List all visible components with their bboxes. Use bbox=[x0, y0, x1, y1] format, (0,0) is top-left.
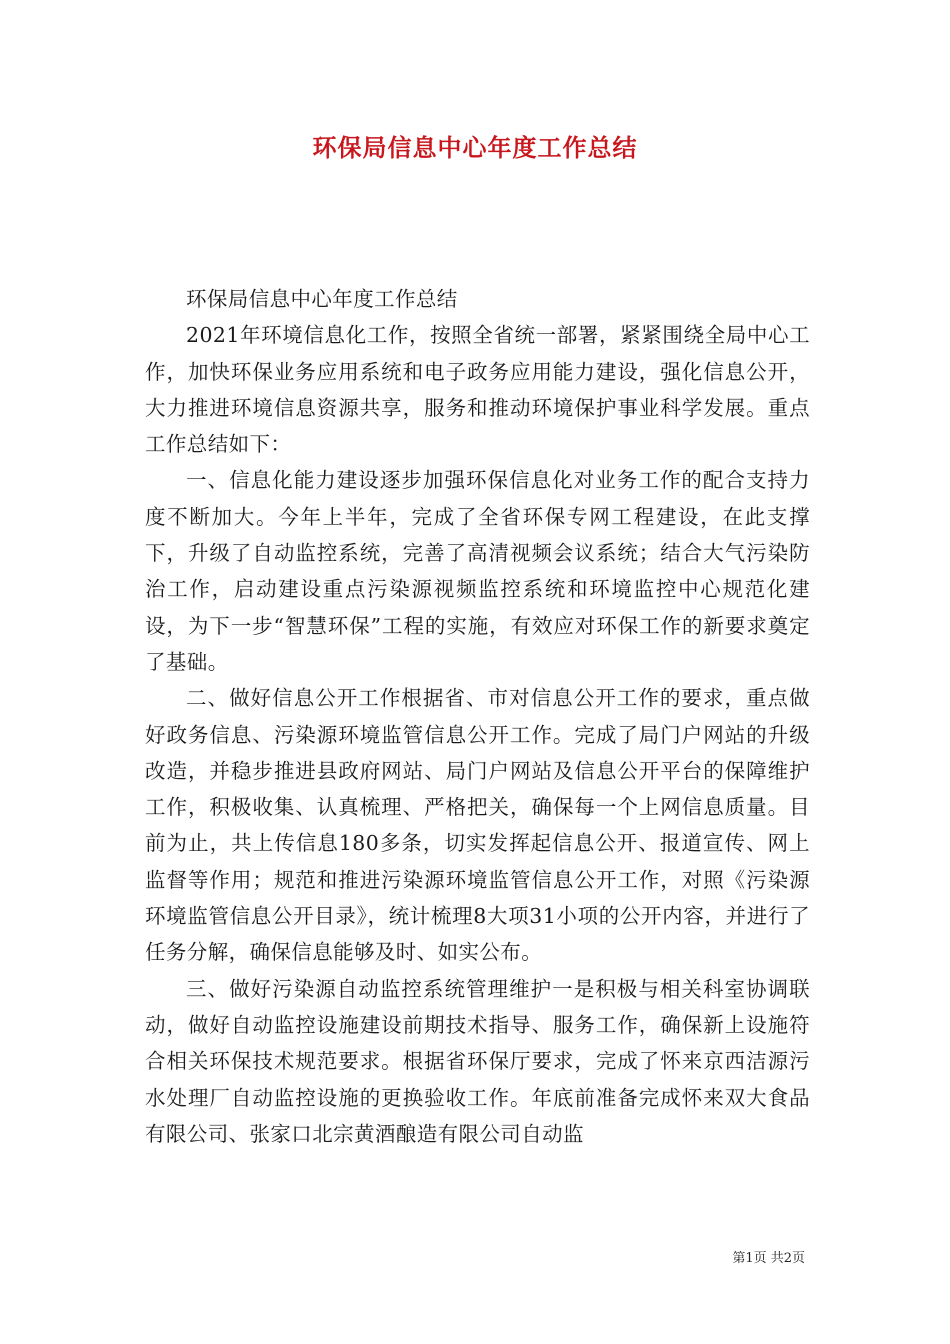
paragraph-section-1: 一、信息化能力建设逐步加强环保信息化对业务工作的配合支持力度不断加大。今年上半年，完成了全省环保专网工程建设，在此支撑下，升级了自动监控系统，完善了高清视频会议系统；结合大气污染防治工作，启动建设重点污染源视频监控系统和环境监控中心规范化建设，为下一步“智慧环保”工程的实施，有效应对环保工作的新要求奠定了基础。 bbox=[145, 468, 810, 674]
body-subtitle: 环保局信息中心年度工作总结 bbox=[186, 287, 458, 311]
paragraph-intro: 2021年环境信息化工作，按照全省统一部署，紧紧围绕全局中心工作，加快环保业务应用系统和电子政务应用能力建设，强化信息公开，大力推进环境信息资源共享，服务和推动环境保护事业科学发展。重点工作总结如下： bbox=[145, 323, 810, 457]
paragraph-section-2: 二、做好信息公开工作根据省、市对信息公开工作的要求，重点做好政务信息、污染源环境监管信息公开工作。完成了局门户网站的升级改造，并稳步推进县政府网站、局门户网站及信息公开平台的保障维护工作，积极收集、认真梳理、严格把关，确保每一个上网信息质量。目前为止，共上传信息180多条，切实发挥起信息公开、报道宣传、网上监督等作用；规范和推进污染源环境监管信息公开工作，对照《污染源环境监管信息公开目录》，统计梳理8大项31小项的公开内容，并进行了任务分解，确保信息能够及时、如实公布。 bbox=[145, 686, 810, 965]
page-number-footer: 第1页 共2页 bbox=[732, 1251, 805, 1266]
document-title: 环保局信息中心年度工作总结 bbox=[312, 134, 638, 162]
paragraph-section-3: 三、做好污染源自动监控系统管理维护一是积极与相关科室协调联动，做好自动监控设施建设前期技术指导、服务工作，确保新上设施符合相关环保技术规范要求。根据省环保厅要求，完成了怀来京西洁源污水处理厂自动监控设施的更换验收工作。年底前准备完成怀来双大食品有限公司、张家口北宗黄酒酿造有限公司自动监 bbox=[145, 976, 810, 1146]
document-body bbox=[145, 281, 810, 1152]
